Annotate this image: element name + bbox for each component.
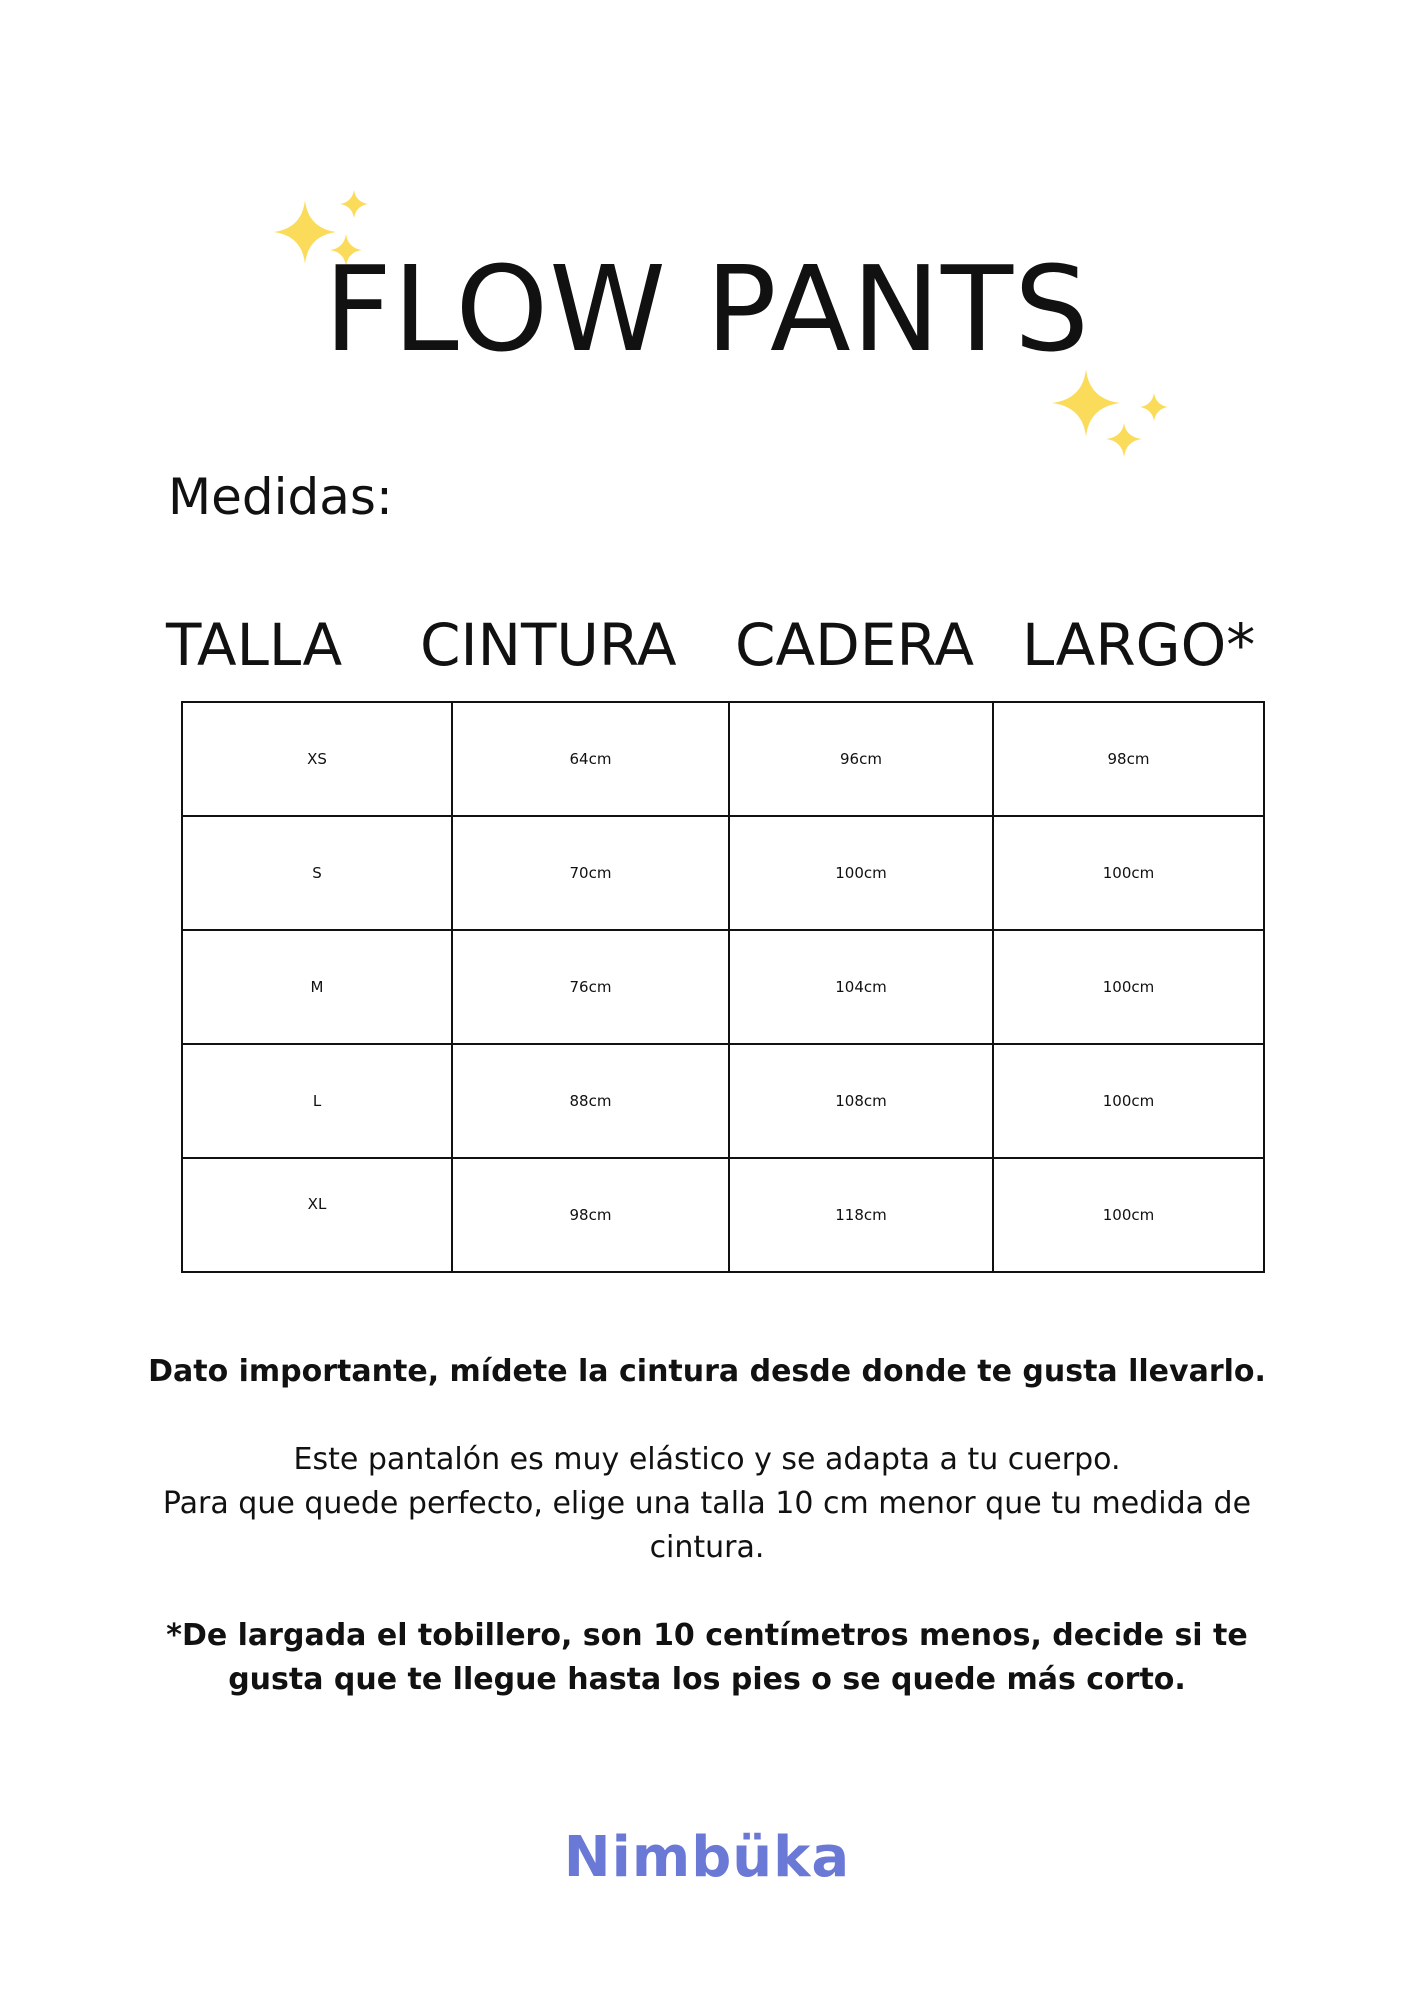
cell-talla: L	[182, 1044, 452, 1158]
brand-logo: Nimbüka	[563, 1825, 851, 1890]
cell-cadera: 104cm	[729, 930, 993, 1044]
note-elastic-line2: Para que quede perfecto, elige una talla 10 cm menor que tu medida de cintura.	[162, 1486, 1252, 1565]
cell-largo: 100cm	[993, 1158, 1264, 1272]
cell-talla: M	[182, 930, 452, 1044]
cell-cadera: 96cm	[729, 702, 993, 816]
column-header-largo: LARGO*	[1022, 611, 1256, 679]
cell-cadera: 108cm	[729, 1044, 993, 1158]
cell-cadera: 100cm	[729, 816, 993, 930]
column-header-talla: TALLA	[166, 611, 343, 679]
cell-talla: S	[182, 816, 452, 930]
cell-cintura: 76cm	[452, 930, 729, 1044]
column-header-cintura: CINTURA	[420, 611, 677, 679]
size-table	[181, 701, 1265, 1273]
note-length: *De largada el tobillero, son 10 centímetros menos, decide si te gusta que te llegue hasta los pies o se quede más corto.	[166, 1618, 1248, 1697]
cell-largo: 100cm	[993, 816, 1264, 930]
note-elastic-line1: Este pantalón es muy elástico y se adapta a tu cuerpo.	[293, 1442, 1121, 1477]
cell-talla: XS	[182, 702, 452, 816]
cell-cintura: 70cm	[452, 816, 729, 930]
cell-cintura: 64cm	[452, 702, 729, 816]
table-row	[182, 1044, 1264, 1158]
section-heading: Medidas:	[168, 468, 393, 526]
column-header-cadera: CADERA	[735, 611, 975, 679]
table-row	[182, 1158, 1264, 1272]
page-title: FLOW PANTS	[323, 240, 1091, 378]
cell-cadera: 118cm	[729, 1158, 993, 1272]
table-row	[182, 816, 1264, 930]
cell-cintura: 88cm	[452, 1044, 729, 1158]
note-important: Dato importante, mídete la cintura desde donde te gusta llevarlo.	[148, 1354, 1266, 1389]
column-headers	[0, 611, 1414, 686]
cell-largo: 100cm	[993, 1044, 1264, 1158]
table-row	[182, 702, 1264, 816]
cell-talla: XL	[182, 1158, 452, 1272]
cell-largo: 98cm	[993, 702, 1264, 816]
sparkles-icon	[1050, 365, 1170, 465]
cell-cintura: 98cm	[452, 1158, 729, 1272]
cell-largo: 100cm	[993, 930, 1264, 1044]
table-row	[182, 930, 1264, 1044]
